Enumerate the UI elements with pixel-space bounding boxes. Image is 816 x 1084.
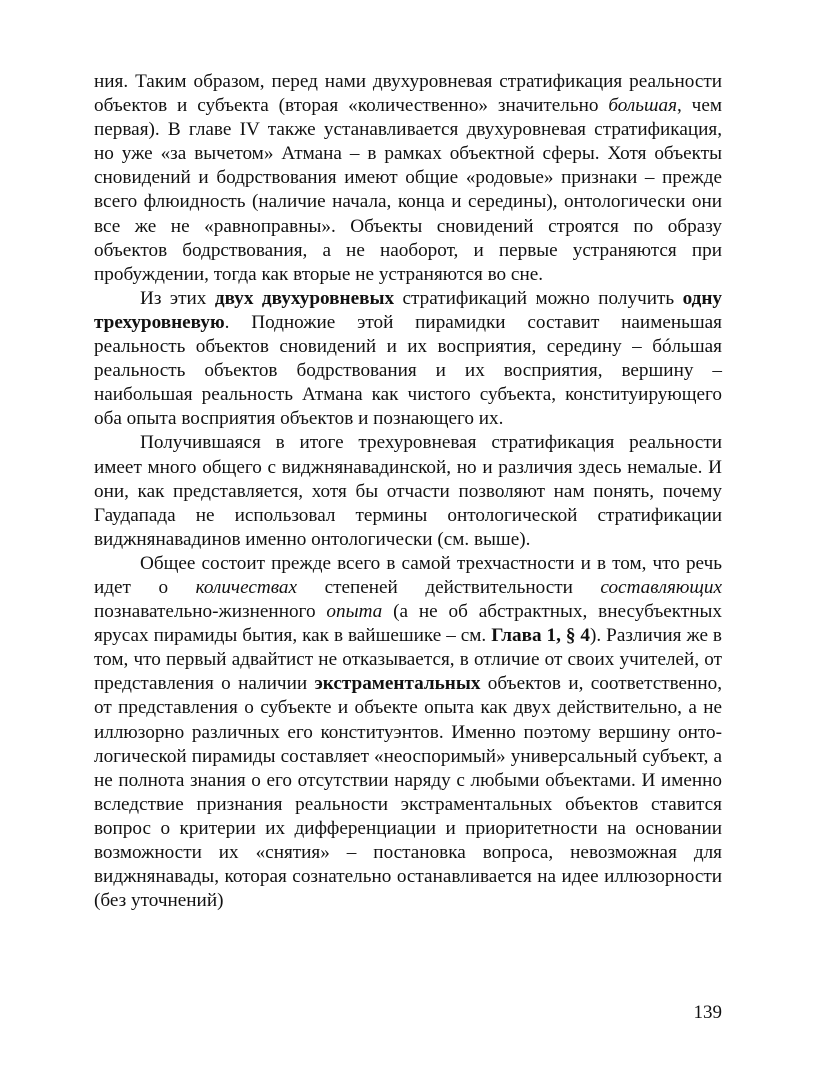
body-text [94, 70, 722, 913]
text-run: , чем первая). В главе IV также устанавливается двухуровневая стратификация, но уже «за вычетом» Атмана – в рамках объектной сферы. Хотя объекты сновидений и бодрствования имеют общие «родовые» признаки – прежде всего флюидность (наличие начала, конца и середины), онтологически они все же не «равноправны». Объекты сновидений строятся по образу объектов бодрствования, а не наоборот, и первые устраняются при пробуждении, тогда как вторые не устраняются во сне. [94, 95, 722, 285]
paragraph [94, 70, 722, 287]
text-run: степеней действительности [297, 576, 601, 598]
text-run: Получившаяся в итоге трехуровневая стратификация реальности имеет много общего с виджнянавадинской, но и различия здесь немалые. И они, как представляется, хотя бы отчасти позволяют нам понять, почему Гаудапада не использовал термины онтологической стратификации виджнянавадинов именно онтологически (см. выше). [94, 432, 722, 550]
text-run: Из этих [140, 287, 215, 309]
italic-text: опыта [326, 601, 383, 623]
text-run: ния. Таким образом, перед нами двухуровневая стратификация реальности объектов и субъекта (вторая «количественно» значительно [94, 71, 722, 117]
bold-text: Глава 1, § 4 [491, 625, 590, 647]
italic-text: количествах [195, 576, 298, 598]
text-run: познавательно-жизненного [94, 601, 327, 623]
paragraph [94, 552, 722, 913]
text-run: объектов и, соответственно, от представления о субъекте и объекте опыта как двух действительно, а не иллюзорно различных его конституэнтов. Именно поэтому вершину онтологической пирамиды составляет «неоспоримый» универсальный субъект, а не полнота знания о его отсутствии наряду с любыми объектами. И именно вследствие признания реальности экстраментальных объектов ставится вопрос о критерии их дифференциации и приоритетности на основании возможности их «снятия» – постановка вопроса, невозможная для виджнянавады, которая сознательно останавливается на идее иллюзорности (без уточнений) [94, 673, 722, 912]
paragraph [94, 431, 722, 551]
page-number: 139 [693, 1002, 722, 1023]
text-run: ). Различия же в том, что первый адвайтист не отказывается, в отличие от своих учителей, от представления о наличии [94, 625, 722, 695]
bold-text: двух двухуровневых [214, 287, 395, 309]
text-run: Общее состоит прежде всего в самой трехчастности и в том, что речь идет о [94, 552, 722, 598]
text-run: . Подножие этой пирамидки составит наименьшая реальность объектов сновидений и их восприятия, середину – бóльшая реальность объектов бодрствования и их восприятия, вершину – наибольшая реальность Атмана как чистого субъекта, конституирующего оба опыта восприятия объектов и познающего их. [94, 311, 722, 430]
bold-text: одну трехуровневую [94, 287, 722, 333]
text-run: (а не об абстрактных, внесубъектных ярусах пирамиды бытия, как в вайшешике – см. [94, 601, 722, 647]
italic-text: большая [608, 95, 677, 117]
paragraph [94, 287, 722, 432]
italic-text: составляющих [600, 576, 722, 598]
bold-text: экстраментальных [314, 673, 481, 695]
text-run: стратификаций можно получить [394, 287, 683, 309]
